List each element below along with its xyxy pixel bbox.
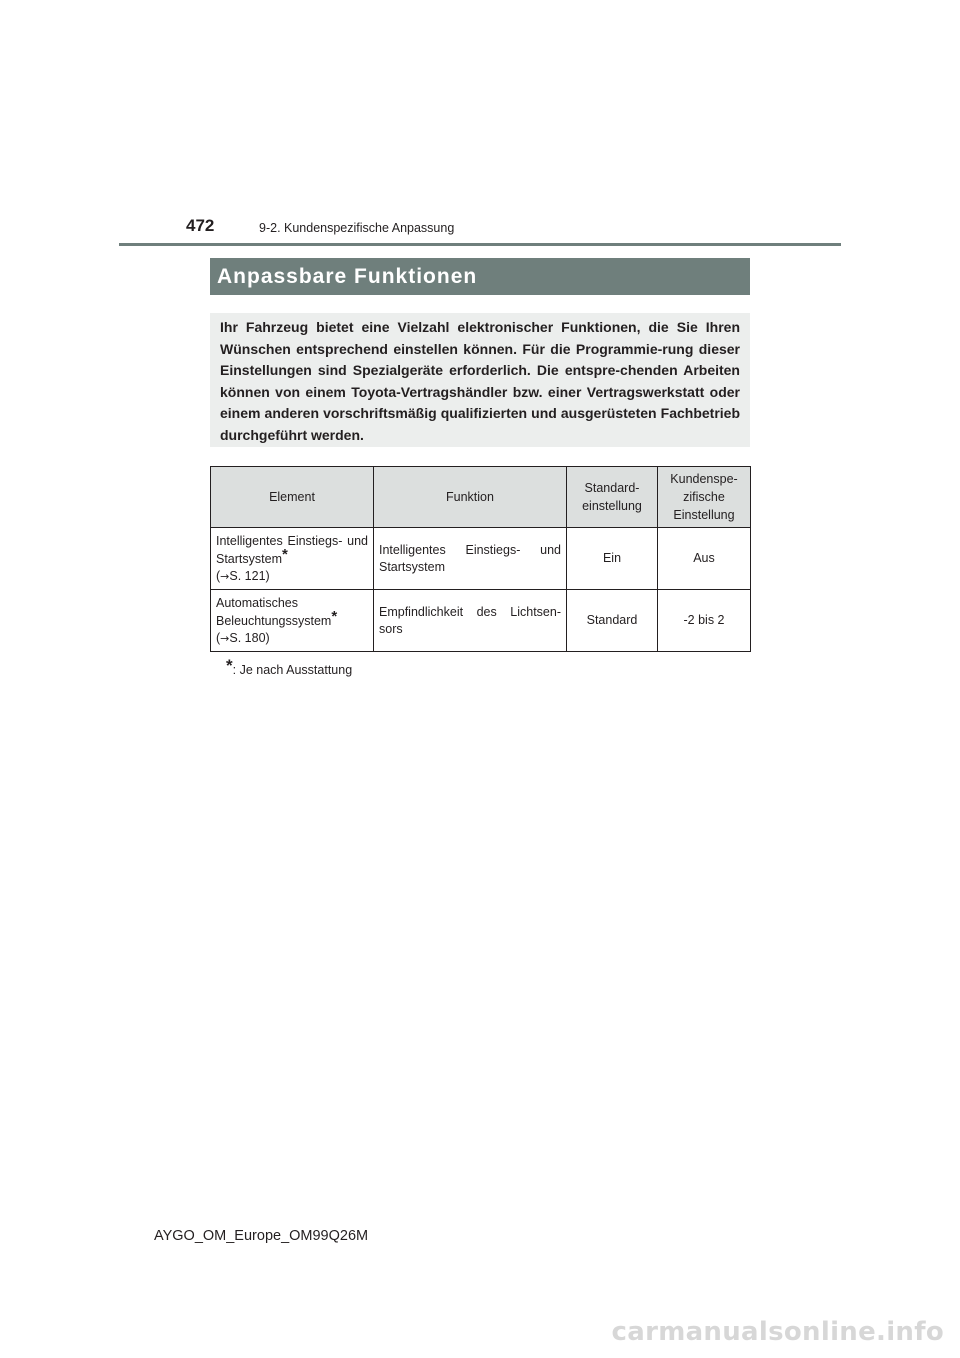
row-custom-cell: -2 bis 2 <box>658 590 751 652</box>
arrow-right-icon: → <box>220 569 230 583</box>
arrow-right-icon: → <box>220 631 230 645</box>
table-row <box>211 590 751 652</box>
asterisk-marker: * <box>282 545 288 563</box>
section-title: 9-2. Kundenspezifische Anpassung <box>259 221 455 235</box>
footnote-text: : Je nach Ausstattung <box>232 663 353 677</box>
page-reference-link[interactable]: S. 121 <box>229 568 266 583</box>
header-divider <box>119 243 841 246</box>
header-default-setting: Standard-einstellung <box>567 467 658 528</box>
page-reference-link[interactable]: S. 180 <box>229 630 266 645</box>
table-row <box>211 528 751 590</box>
row-custom-cell: Aus <box>658 528 751 590</box>
header-custom-setting: Kundenspe-zifische Einstellung <box>658 467 751 528</box>
footnote <box>226 656 353 679</box>
row-element-cell: Automatisches Beleuchtungssystem* (→S. 180) <box>211 590 374 652</box>
intro-box <box>210 313 750 447</box>
header-element: Element <box>211 467 374 528</box>
page-title: Anpassbare Funktionen <box>217 264 478 288</box>
row-default-cell: Ein <box>567 528 658 590</box>
watermark: carmanualsonline.info <box>611 1317 944 1347</box>
element-name: Intelligentes Einstiegs- und Startsystem <box>216 533 368 566</box>
document-code: AYGO_OM_Europe_OM99Q26M <box>154 1228 369 1244</box>
page-title-bar <box>210 258 750 295</box>
intro-text: Ihr Fahrzeug bietet eine Vielzahl elektronischer Funktionen, die Sie Ihren Wünschen entsprechend einstellen können. Für die Programmie-rung dieser Einstellungen sind Spezialgeräte erforderlich. Die entspre-chenden Arbeiten können von einem Toyota-Vertragshändler bzw. einer Vertragswerkstatt oder einem anderen vorschriftsmäßig qualifizierten und ausgerüsteten Fachbetrieb durchgeführt werden. <box>220 319 740 443</box>
element-name: Automatisches Beleuchtungssystem <box>216 595 332 628</box>
page-number: 472 <box>186 216 215 235</box>
table-header-row <box>211 467 751 528</box>
header-function: Funktion <box>374 467 567 528</box>
settings-table <box>210 466 751 652</box>
asterisk-marker: * <box>331 607 338 625</box>
row-default-cell: Standard <box>567 590 658 652</box>
row-function-cell: Empfindlichkeit des Lichtsen-sors <box>374 590 567 652</box>
row-element-cell: Intelligentes Einstiegs- und Startsystem* (→S. 121) <box>211 528 374 590</box>
asterisk-marker: * <box>226 656 233 675</box>
row-function-cell: Intelligentes Einstiegs- und Startsystem <box>374 528 567 590</box>
